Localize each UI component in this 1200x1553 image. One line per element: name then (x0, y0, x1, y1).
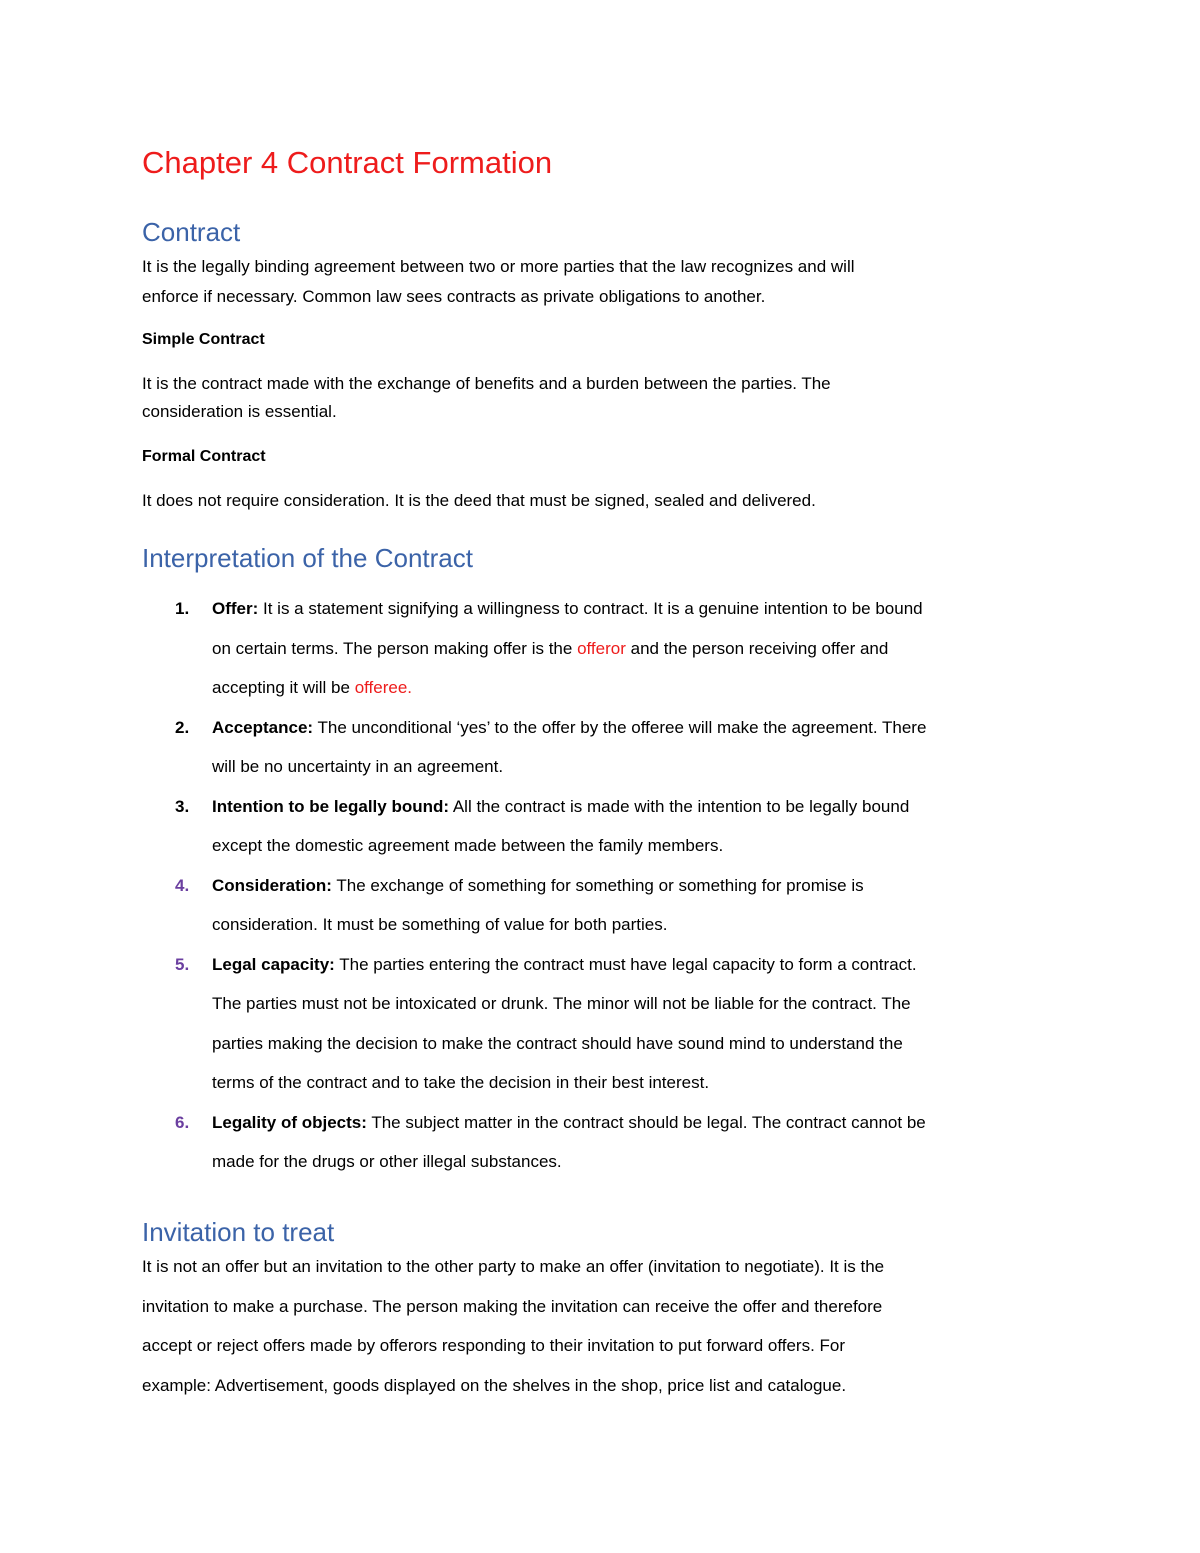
term-label: Consideration: (212, 876, 332, 895)
page-title: Chapter 4 Contract Formation (142, 145, 553, 180)
list-item-offer-line-3: accepting it will be offeree. (212, 678, 413, 697)
list-item-legal-capacity-line-1: Legal capacity: The parties entering the contract must have legal capacity to form a contract. (212, 955, 917, 974)
list-item-acceptance-line-2: will be no uncertainty in an agreement. (212, 757, 504, 776)
list-item-intention-line-2: except the domestic agreement made between the family members. (212, 836, 724, 855)
term-label: Legality of objects: (212, 1113, 367, 1132)
term-label: Intention to be legally bound: (212, 797, 450, 816)
invitation-line-4: example: Advertisement, goods displayed on the shelves in the shop, price list and catalogue. (142, 1376, 847, 1395)
list-number: 6. (175, 1113, 190, 1132)
term-label: Legal capacity: (212, 955, 335, 974)
list-item-acceptance-line-1: Acceptance: The unconditional ‘yes’ to the offer by the offeree will make the agreement. There (212, 718, 927, 737)
list-number: 3. (175, 797, 190, 816)
simple-contract-line-2: consideration is essential. (142, 402, 337, 421)
list-item-intention-line-1: Intention to be legally bound: All the contract is made with the intention to be legally bound (212, 797, 910, 816)
list-item-offer-line-2: on certain terms. The person making offer is the offeror and the person receiving offer and (212, 639, 889, 658)
invitation-line-2: invitation to make a purchase. The person making the invitation can receive the offer and therefore (142, 1297, 883, 1316)
list-number: 2. (175, 718, 190, 737)
section-heading-contract: Contract (142, 217, 241, 247)
term-label: Acceptance: (212, 718, 314, 737)
list-item-legality-line-1: Legality of objects: The subject matter in the contract should be legal. The contract cannot be (212, 1113, 926, 1132)
section-heading-interpretation: Interpretation of the Contract (142, 543, 473, 573)
subheading-formal-contract: Formal Contract (142, 448, 266, 465)
list-item-offer-line-1: Offer: It is a statement signifying a willingness to contract. It is a genuine intention to be bound (212, 599, 923, 618)
simple-contract-line-1: It is the contract made with the exchange of benefits and a burden between the parties. The (142, 374, 831, 393)
formal-contract-line-1: It does not require consideration. It is the deed that must be signed, sealed and delivered. (142, 491, 816, 510)
list-item-legal-capacity-line-4: terms of the contract and to take the decision in their best interest. (212, 1073, 710, 1092)
invitation-line-3: accept or reject offers made by offerors responding to their invitation to put forward offers. For (142, 1336, 846, 1355)
section-heading-invitation: Invitation to treat (142, 1217, 335, 1247)
list-item-legality-line-2: made for the drugs or other illegal substances. (212, 1152, 562, 1171)
list-item-consideration-line-2: consideration. It must be something of value for both parties. (212, 915, 668, 934)
list-number: 5. (175, 955, 190, 974)
list-item-legal-capacity-line-2: The parties must not be intoxicated or drunk. The minor will not be liable for the contract. The (212, 994, 911, 1013)
highlight-offeree: offeree. (354, 678, 413, 697)
contract-line-2: enforce if necessary. Common law sees contracts as private obligations to another. (142, 287, 766, 306)
term-label: Offer: (212, 599, 259, 618)
contract-line-1: It is the legally binding agreement between two or more parties that the law recognizes and will (142, 257, 855, 276)
subheading-simple-contract: Simple Contract (142, 331, 265, 348)
list-number: 4. (175, 876, 190, 895)
list-item-consideration-line-1: Consideration: The exchange of something for something or something for promise is (212, 876, 864, 895)
list-item-legal-capacity-line-3: parties making the decision to make the contract should have sound mind to understand the (212, 1034, 903, 1053)
invitation-line-1: It is not an offer but an invitation to the other party to make an offer (invitation to negotiate). It is the (142, 1257, 885, 1276)
highlight-offeror: offeror (577, 639, 626, 658)
list-number: 1. (175, 599, 190, 618)
